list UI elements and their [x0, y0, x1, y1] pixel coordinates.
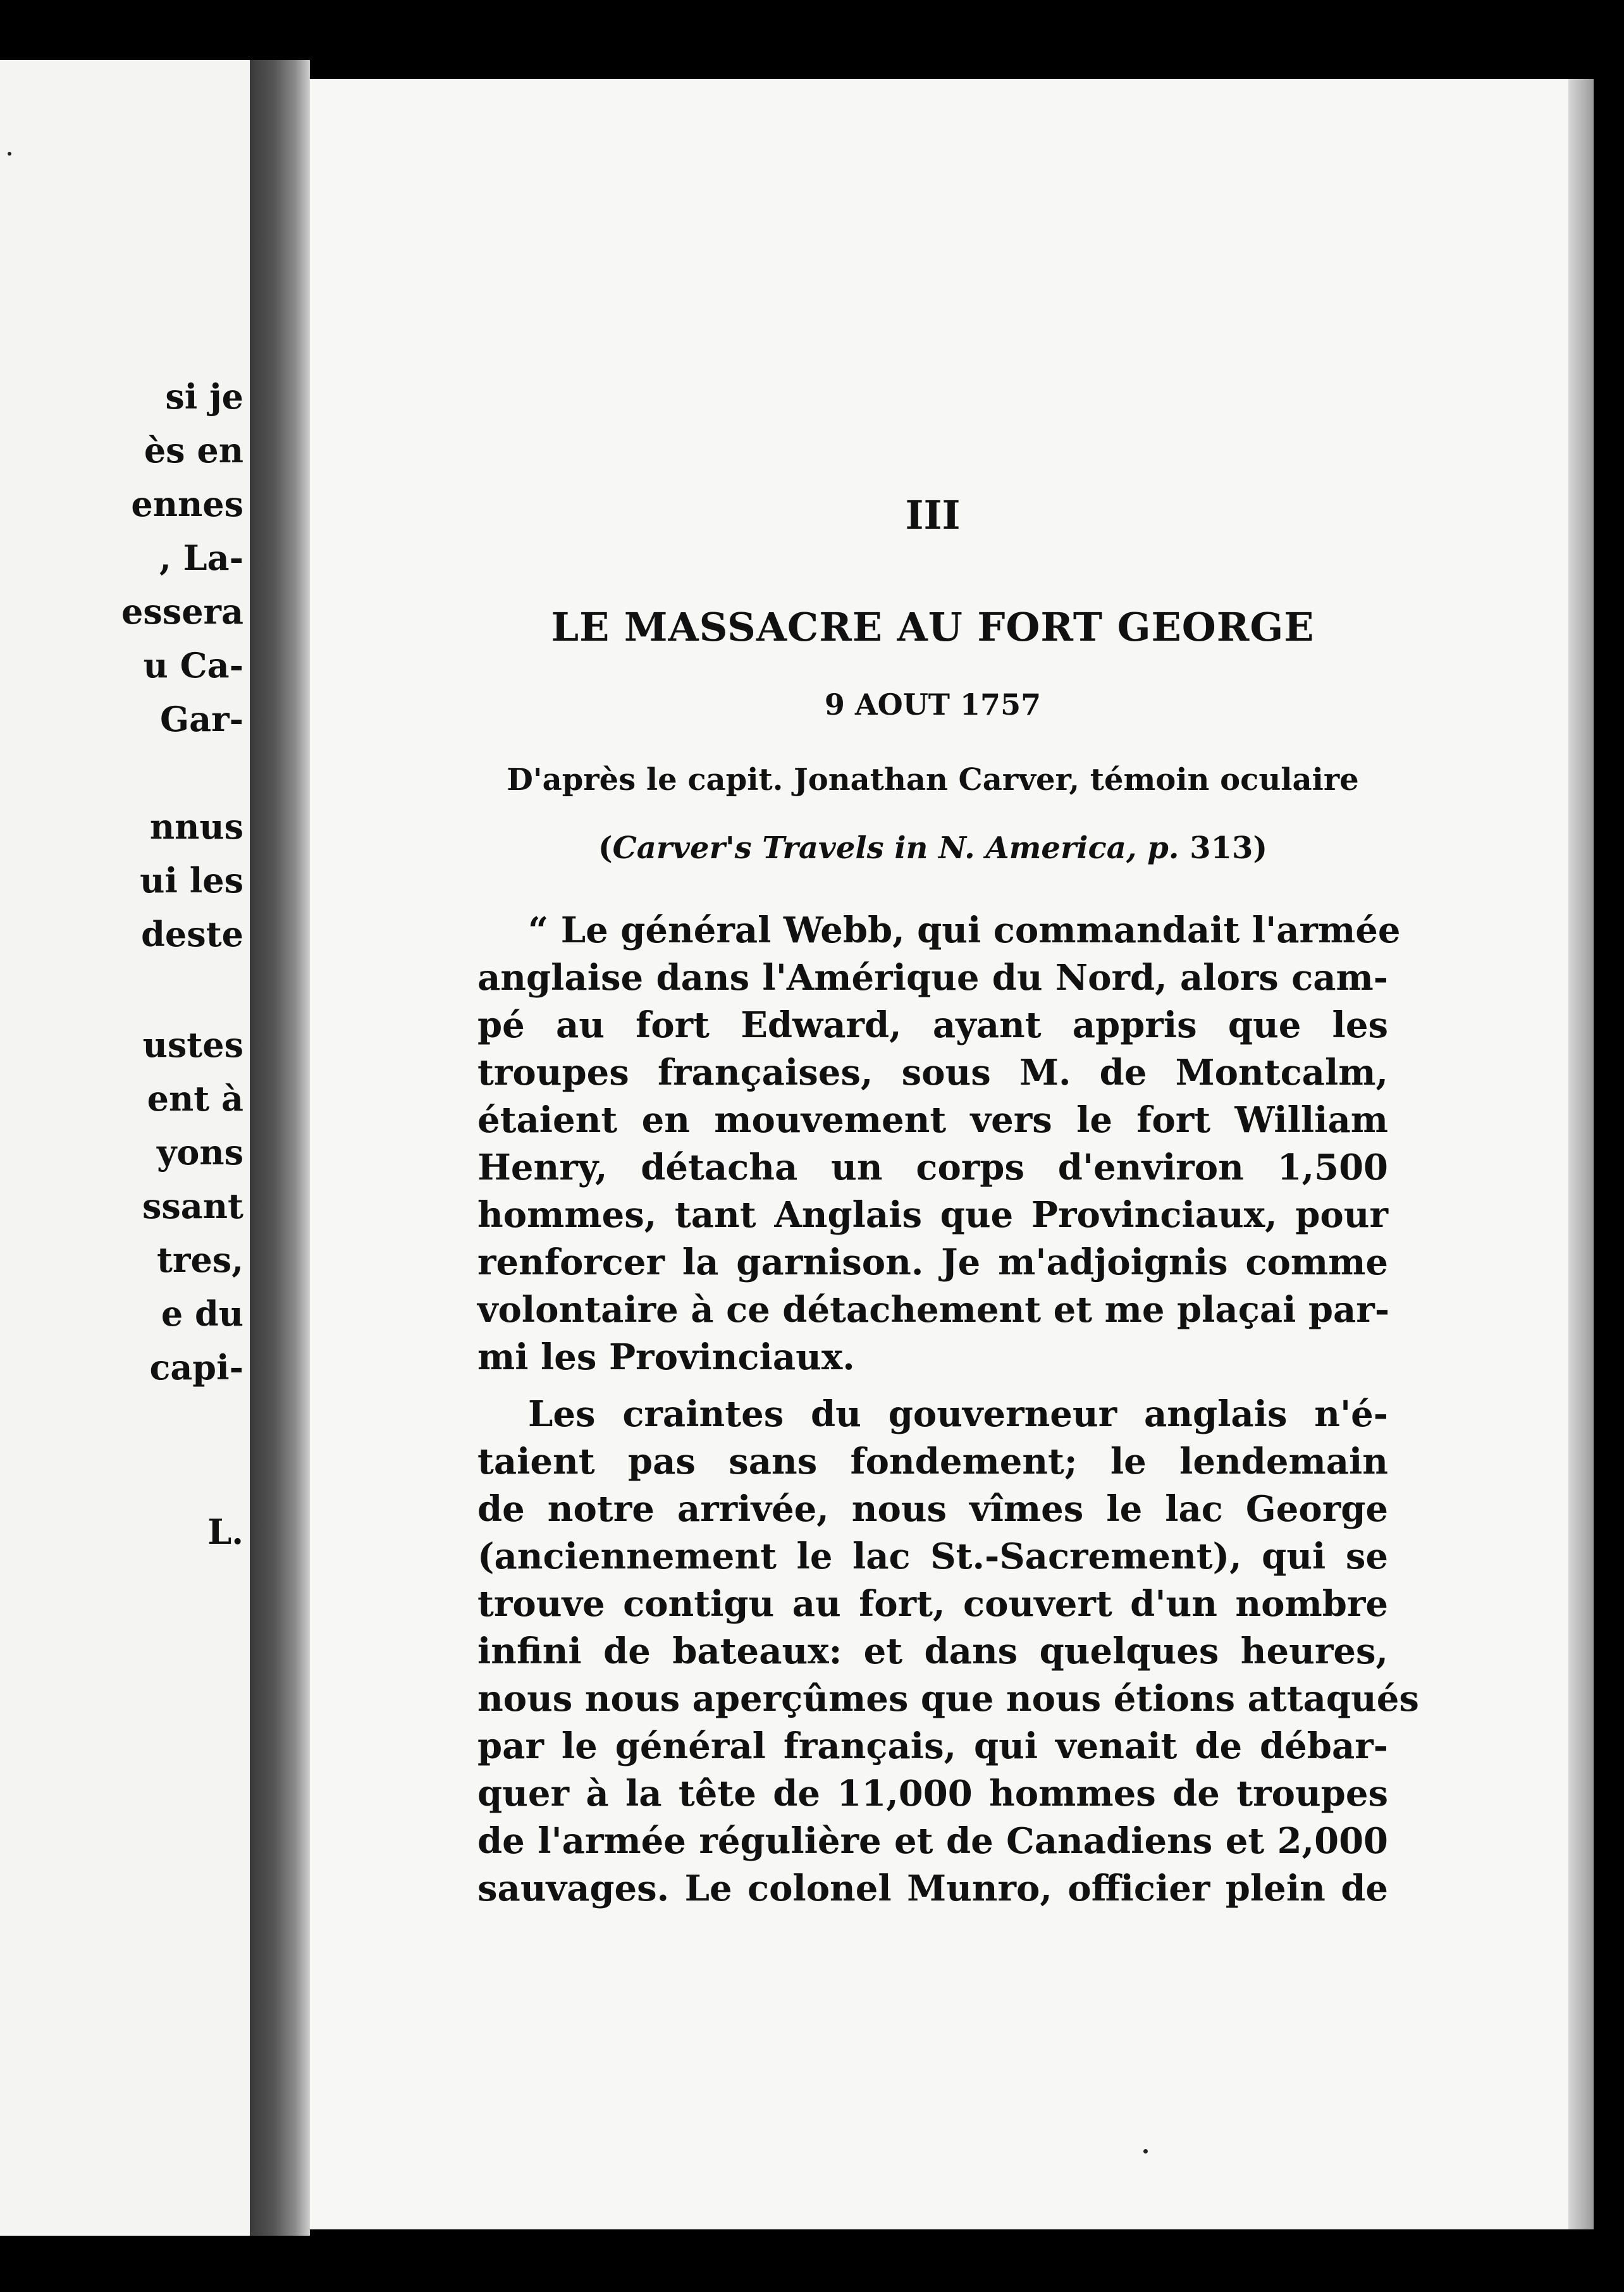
body-line: de l'armée régulière et de Canadiens et 2,000	[477, 1820, 1388, 1862]
left-page-line: yons	[156, 1132, 243, 1173]
body-line: étaient en mouvement vers le fort William	[477, 1099, 1388, 1141]
ink-speck	[8, 152, 11, 156]
source-attribution: D'après le capit. Jonathan Carver, témoin oculaire	[507, 762, 1359, 798]
left-page-line: L.	[207, 1512, 243, 1552]
left-page-line: essera	[121, 591, 243, 632]
left-page-line: nnus	[149, 806, 243, 847]
body-line: hommes, tant Anglais que Provinciaux, pour	[477, 1194, 1388, 1236]
left-page-line: , La-	[159, 538, 243, 578]
body-line: taient pas sans fondement; le lendemain	[477, 1441, 1388, 1482]
body-line: Les craintes du gouverneur anglais n'é-	[528, 1393, 1388, 1435]
body-line: pé au fort Edward, ayant appris que les	[477, 1004, 1388, 1046]
left-page-line: ustes	[142, 1025, 243, 1065]
left-page-line: ès en	[144, 430, 243, 471]
body-line: par le général français, qui venait de débar-	[477, 1725, 1388, 1767]
ink-speck	[1143, 2149, 1148, 2153]
page-edge	[1568, 79, 1594, 2229]
left-page-line: ennes	[131, 484, 243, 524]
reference-title: Carver's Travels in N. America, p.	[612, 830, 1179, 866]
body-line: infini de bateaux: et dans quelques heures,	[477, 1630, 1388, 1672]
reference-open-paren: (	[598, 830, 613, 866]
left-page-line: e du	[161, 1293, 243, 1334]
reference-page: 313)	[1179, 830, 1268, 866]
body-line: de notre arrivée, nous vîmes le lac George	[477, 1488, 1388, 1530]
book-gutter	[250, 60, 310, 2236]
chapter-number: III	[905, 492, 961, 538]
chapter-title: LE MASSACRE AU FORT GEORGE	[551, 604, 1315, 650]
left-page-line: ui les	[140, 860, 243, 901]
left-page-line: tres,	[157, 1240, 243, 1280]
left-page-line: ent à	[147, 1078, 243, 1119]
body-line: “ Le général Webb, qui commandait l'armée	[528, 909, 1401, 951]
left-page-line: si je	[165, 376, 243, 417]
left-page-line: capi-	[149, 1347, 243, 1388]
chapter-date: 9 AOUT 1757	[824, 687, 1042, 722]
body-line: mi les Provinciaux.	[477, 1336, 855, 1378]
body-line: quer à la tête de 11,000 hommes de troupes	[477, 1773, 1388, 1814]
left-page-line: deste	[141, 914, 243, 954]
body-line: sauvages. Le colonel Munro, officier plein de	[477, 1868, 1388, 1909]
body-line: (anciennement le lac St.-Sacrement), qui se	[477, 1536, 1388, 1577]
body-line: nous nous aperçûmes que nous étions attaqués	[477, 1678, 1419, 1720]
left-page-line: Gar-	[160, 699, 243, 739]
body-line: troupes françaises, sous M. de Montcalm,	[477, 1052, 1388, 1094]
body-line: anglaise dans l'Amérique du Nord, alors cam-	[477, 957, 1388, 999]
left-page-line: ssant	[142, 1186, 243, 1226]
left-page-line: u Ca-	[143, 645, 243, 686]
body-line: volontaire à ce détachement et me plaçai par-	[477, 1289, 1390, 1331]
source-reference	[477, 830, 1388, 866]
body-line: trouve contigu au fort, couvert d'un nombre	[477, 1583, 1388, 1625]
body-line: Henry, détacha un corps d'environ 1,500	[477, 1147, 1388, 1188]
left-facing-page	[0, 60, 250, 2236]
body-line: renforcer la garnison. Je m'adjoignis comme	[477, 1242, 1388, 1283]
